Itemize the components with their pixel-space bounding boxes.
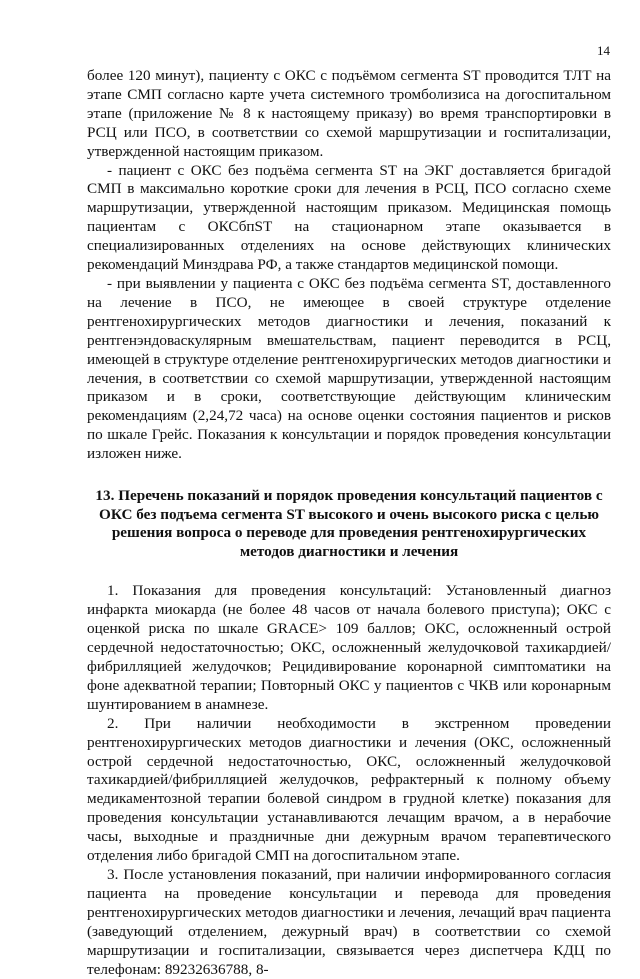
section-heading: 13. Перечень показаний и порядок проведения консультаций пациентов с ОКС без подъема сегмента ST высокого и очень высокого риска с целью решения вопроса о переводе для проведения рентгенохирургических методов диагностики и лечения [95,487,603,560]
document-body [87,67,611,979]
numbered-item-2: 2. При наличии необходимости в экстренном проведении рентгенохирургических методов диагностики и лечения (ОКС, осложненный острой сердечной недостаточностью, ОКС, осложненный желудочковой тахикардией/фибрилляцией желудочков, рефрактерный к полному объему медикаментозной терапии болевой синдром в грудной клетке) показания для проведения консультации устанавливаются лечащим врачом, а в нерабочие часы, выходные и праздничные дни дежурным врачом терапевтического отделения либо бригадой СМП на догоспитальном этапе. [87,714,611,865]
paragraph-pso-transfer: - при выявлении у пациента с ОКС без подъёма сегмента ST, доставленного на лечение в ПСО, не имеющее в своей структуре отделение рентгенохирургических методов диагностики и лечения, показаний к рентгенэндоваскулярным вмешательствам, пациент переводится в РСЦ, имеющей в структуре отделение рентгенохирургических методов диагностики и лечения, в соответствии со схемой маршрутизации, утвержденной настоящим приказом и в сроки, соответствующие действующим клиническим рекомендациям (2,24,72 часа) на основе оценки состояния пациентов и рисков по шкале Грейс. Показания к консультации и порядок проведения консультации изложен ниже. [87,274,611,463]
page-number: 14 [597,43,610,58]
numbered-item-1: 1. Показания для проведения консультаций: Установленный диагноз инфаркта миокарда (не более 48 часов от начала болевого приступа); ОКС с оценкой риска по шкале GRACE> 109 баллов; ОКС, осложненный острой сердечной недостаточностью; ОКС, осложненный желудочковой тахикардией/фибрилляцией желудочков; Рецидивирование коронарной симптоматики на фоне адекватной терапии; Повторный ОКС у пациентов с ЧКВ или коронарным шунтированием в анамнезе. [87,582,611,713]
paragraph-oks-without-st: - пациент с ОКС без подъёма сегмента ST на ЭКГ доставляется бригадой СМП в максимально короткие сроки для лечения в РСЦ, ПСО согласно схеме маршрутизации, утвержденной настоящим приказом. Медицинская помощь пациентам с ОКСбпST на стационарном этапе оказывается в специализированных отделениях на основе действующих клинических рекомендаций Минздрава РФ, а также стандартов медицинской помощи. [87,161,611,274]
paragraph-tlt-continuation: более 120 минут), пациенту с ОКС с подъёмом сегмента ST проводится ТЛТ на этапе СМП согласно карте учета системного тромболизиса на догоспитальном этапе (приложение № 8 к настоящему приказу) во время транспортировки в РСЦ или ПСО, в соответствии со схемой маршрутизации и госпитализации, утвержденной настоящим приказом. [87,67,611,160]
numbered-item-3: 3. После установления показаний, при наличии информированного согласия пациента на проведение консультации и перевода для проведения рентгенохирургических методов диагностики и лечения, лечащий врач пациента (заведующий отделением, дежурный врач) в соответствии со схемой маршрутизации и госпитализации, связывается через диспетчера КДЦ по телефонам: 89232636788, 8- [87,866,611,978]
